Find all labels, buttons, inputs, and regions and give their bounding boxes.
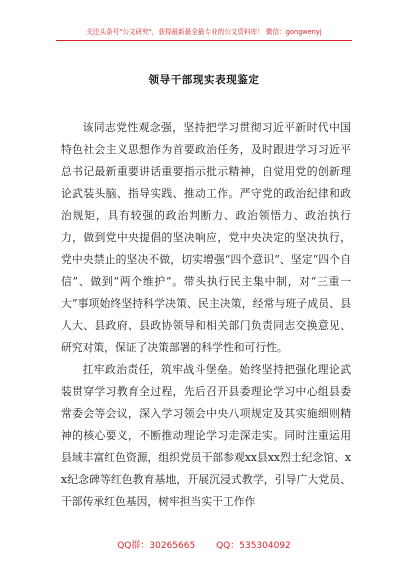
- document-body: [61, 117, 351, 513]
- paragraph-1: 该同志党性观念强，坚持把学习贯彻习近平新时代中国特色社会主义思想作为首要政治任务，及时跟进学习习近平总书记最新重要讲话重要指示批示精神，自觉用党的创新理论武装头脑、指导实践、推动工作。严守党的政治纪律和政治规矩，具有较强的政治判断力、政治领悟力、政治执行力，做到党中央提倡的坚决响应，党中央决定的坚决执行，党中央禁止的坚决不做，切实增强“四个意识”、坚定“四个自信”、做到“两个维护”。带头执行民主集中制，对“三重一大”事项始终坚持科学决策、民主决策，经常与班子成员、县人大、县政府、县政协领导和相关部门负责同志交换意见、研究对策，保证了决策部署的科学性和可行性。: [61, 121, 351, 354]
- footer-qq-group: QQ群：30265665: [117, 541, 196, 551]
- header-divider: [56, 40, 352, 41]
- paragraph-2: 扛牢政治责任，筑牢战斗堡垒。始终坚持把强化理论武装贯穿学习教育全过程，先后召开县委理论学习中心组县委常委会等会议，深入学习领会中央八项规定及其实施细则精神的核心要义，不断推动理论学习走深走实。同时注重运用县域丰富红色资源，组织党员干部参观xx县xx烈士纪念馆、xx纪念碑等红色教育基地，开展沉浸式教学，引导广大党员、干部传承红色基因，树牢担当实干工作作: [61, 363, 351, 508]
- footer-contact: [0, 538, 408, 551]
- document-title: 领导干部现实表现鉴定: [148, 74, 260, 86]
- header-banner: 关注头条号"公文研究"，获得最新最全最专业的公文资料库！ 微信：gongwenyj: [86, 28, 322, 36]
- footer-qq: QQ：535304092: [216, 541, 291, 551]
